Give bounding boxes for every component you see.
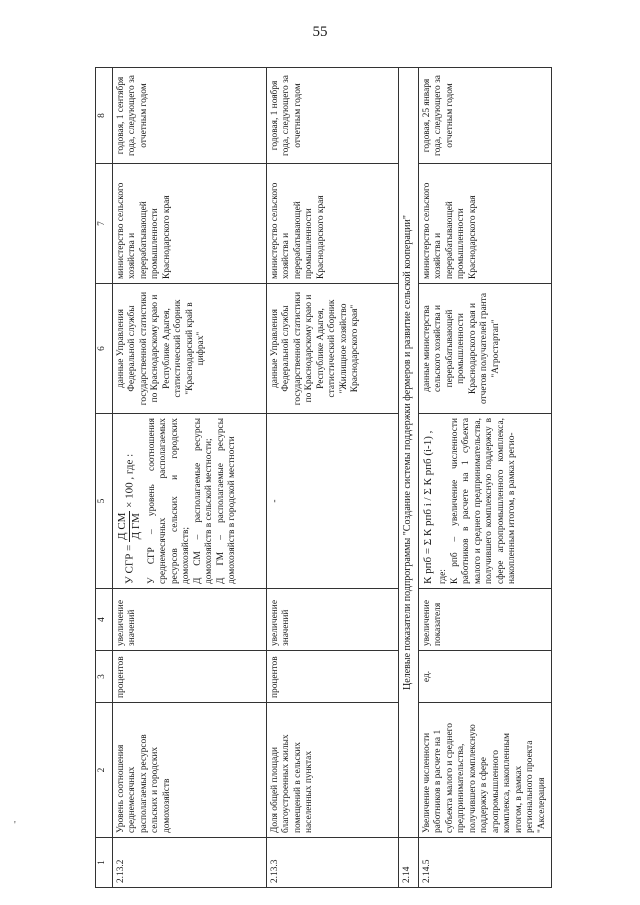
direction: увеличение значений: [267, 589, 399, 651]
formula-denominator: Д ГМ: [130, 513, 143, 540]
formula-numerator: Д СМ: [116, 511, 130, 542]
unit: процентов: [113, 651, 267, 703]
column-number: 7: [96, 164, 113, 284]
formula-description: К рпб – увеличение численности работников в расчете на 1 субъекта малого и среднего предпринимательства, получившего комплексную поддержку в сфере агропромышленного комплекса, накопленным итогом, в рамках регио-: [449, 418, 518, 584]
table-row: [267, 68, 399, 888]
data-source: данные Управления Федеральной службы государственной статистики по Краснодарскому краю и Республике Адыгея, статистический сборник "Краснодарский край в цифрах": [113, 284, 267, 414]
formula-description: Д ГМ – располагаемые ресурсы домохозяйств в городской местности: [215, 418, 238, 584]
reporting-period: годовая, 25 января года, следующего за отчетным годом: [419, 68, 552, 164]
column-number: 6: [96, 284, 113, 414]
data-source: данные министерства сельского хозяйства и перерабатывающей промышленности Краснодарского края и отчетов получателей гранта "Агростартап": [419, 284, 552, 414]
indicator-name: Уровень соотношения среднемесячных располагаемых ресурсов сельских и городских домохозяйств: [113, 703, 267, 838]
calculation-method: [419, 414, 552, 589]
formula-description: Д СМ – располагаемые ресурсы домохозяйств в сельской местности;: [192, 418, 215, 584]
responsible: министерство сельского хозяйства и перерабатывающей промышленности Краснодарского края: [113, 164, 267, 284]
table-row: [419, 68, 552, 888]
formula: [116, 418, 144, 584]
reporting-period: годовая, 1 сентября года, следующего за отчетным годом: [113, 68, 267, 164]
column-number: 5: [96, 414, 113, 589]
formula-rhs: × 100 , где :: [123, 453, 136, 508]
section-title: Целевые показатели подпрограммы "Создание системы поддержки фермеров и развитие сельской кооперации": [399, 68, 419, 838]
indicator-name: Увеличение численности работников в расчете на 1 субъекта малого и среднего предпринимательства, получившего комплексную поддержку в сфере агропромышленного комплекса, накопленным итогом, в рамках регионального проекта "Акселерация: [419, 703, 552, 838]
formula: К рпб = Σ К рпб i / Σ К рпб (i-1) ,: [422, 430, 434, 584]
table-row: [113, 68, 267, 888]
formula-lhs: У СГР =: [123, 544, 136, 584]
column-number: 4: [96, 589, 113, 651]
responsible: министерство сельского хозяйства и перерабатывающей промышленности Краснодарского края: [419, 164, 552, 284]
unit: процентов: [267, 651, 399, 703]
column-number: 3: [96, 651, 113, 703]
indicator-name: Доля общей площади благоустроенных жилых помещений в сельских населенных пунктах: [267, 703, 399, 838]
margin-mark: ': [14, 820, 16, 831]
calculation-method: [113, 414, 267, 589]
calculation-method: -: [267, 414, 399, 589]
row-number: 2.14: [399, 838, 419, 888]
section-row: [399, 68, 419, 888]
column-number: 8: [96, 68, 113, 164]
formula-fraction: [116, 511, 144, 542]
indicators-table: [95, 67, 552, 888]
formula-description: У СГР – уровень соотношения среднемесячных располагаемых ресурсов сельских и городских домохозяйств;: [146, 418, 192, 584]
column-number: 2: [96, 703, 113, 838]
direction: увеличение значений: [113, 589, 267, 651]
reporting-period: годовая, 1 ноября года, следующего за отчетным годом: [267, 68, 399, 164]
page-number: 55: [312, 24, 328, 40]
rotated-table-container: [95, 68, 547, 888]
unit: ед.: [419, 651, 552, 703]
direction: увеличение показателя: [419, 589, 552, 651]
responsible: министерство сельского хозяйства и перерабатывающей промышленности Краснодарского края: [267, 164, 399, 284]
formula-description: где:: [438, 569, 449, 584]
row-number: 2.13.2: [113, 838, 267, 888]
row-number: 2.14.5: [419, 838, 552, 888]
data-source: данные Управления Федеральной службы государственной статистики по Краснодарскому краю и Республике Адыгея, статистический сборник "Жилищное хозяйство Краснодарского края": [267, 284, 399, 414]
column-number-row: [96, 68, 113, 888]
column-number: 1: [96, 838, 113, 888]
row-number: 2.13.3: [267, 838, 399, 888]
